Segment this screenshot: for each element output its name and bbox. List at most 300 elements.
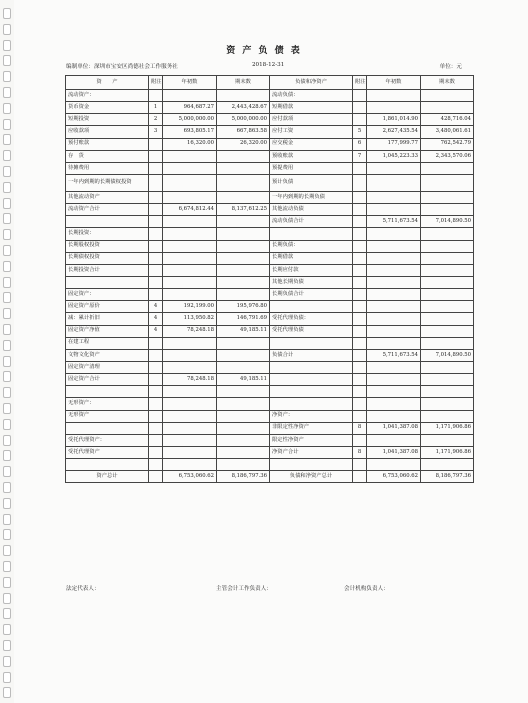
binder-hole [3, 387, 11, 398]
cell-asset: 在建工程 [66, 337, 149, 349]
binder-hole [3, 292, 11, 303]
cell-liability-begin [367, 191, 421, 203]
cell-asset-note [149, 240, 163, 252]
cell-asset-begin: 964,687.27 [163, 102, 217, 114]
cell-asset-note [149, 162, 163, 174]
cell-liability: 限定性净资产 [270, 434, 353, 446]
cell-liability [270, 301, 353, 313]
cell-asset-note [149, 398, 163, 410]
cell-liability-note [353, 162, 367, 174]
binder-hole [3, 150, 11, 161]
cell-asset-note [149, 228, 163, 240]
binder-hole [3, 229, 11, 240]
binder-hole [3, 687, 11, 698]
table-row [66, 150, 474, 162]
cell-liability: 应付款项 [270, 114, 353, 126]
cell-asset-note [149, 191, 163, 203]
cell-asset-end [217, 216, 270, 228]
cell-asset-note: 4 [149, 325, 163, 337]
cell-asset-end [217, 446, 270, 458]
cell-liability-begin: 5,711,673.54 [367, 349, 421, 361]
cell-liability-end [421, 374, 474, 386]
cell-asset-end [217, 276, 270, 288]
table-row [66, 301, 474, 313]
cell-asset: 应收款项 [66, 126, 149, 138]
cell-asset-note [149, 90, 163, 102]
cell-liability-note [353, 313, 367, 325]
cell-liability: 受托代理负债 [270, 325, 353, 337]
cell-liability-begin: 1,045,223.33 [367, 150, 421, 162]
cell-liability: 负债合计 [270, 349, 353, 361]
cell-liability-begin [367, 204, 421, 216]
cell-asset-begin [163, 398, 217, 410]
cell-liability-begin [367, 410, 421, 422]
cell-asset: 存 货 [66, 150, 149, 162]
cell-liability-note [353, 325, 367, 337]
cell-liability [270, 228, 353, 240]
cell-asset-note: 2 [149, 114, 163, 126]
cell-liability-note: 6 [353, 138, 367, 150]
cell-liability-note [353, 276, 367, 288]
cell-asset-begin [163, 361, 217, 373]
cell-liability-note [353, 374, 367, 386]
cell-asset-note [149, 349, 163, 361]
cell-liability-note [353, 204, 367, 216]
binder-hole [3, 71, 11, 82]
cell-liability-begin [367, 313, 421, 325]
cell-asset-note [149, 174, 163, 191]
cell-asset-end: 8,137,612.25 [217, 204, 270, 216]
legal-representative-label: 法定代表人： [66, 586, 100, 592]
cell-asset: 固定资产： [66, 289, 149, 301]
binder-hole [3, 8, 11, 19]
table-row [66, 216, 474, 228]
binder-hole [3, 514, 11, 525]
cell-asset: 长期债权投资 [66, 252, 149, 264]
cell-liability-begin [367, 374, 421, 386]
cell-liability-begin: 1,861,014.90 [367, 114, 421, 126]
cell-liability-begin: 1,041,387.08 [367, 446, 421, 458]
table-row [66, 204, 474, 216]
cell-asset-note [149, 289, 163, 301]
cell-asset-note [149, 459, 163, 471]
table-row [66, 174, 474, 191]
cell-liability: 其他流动负债 [270, 204, 353, 216]
cell-asset [66, 276, 149, 288]
binder-hole [3, 640, 11, 651]
binder-hole [3, 87, 11, 98]
cell-asset-end: 49,185.11 [217, 374, 270, 386]
binder-hole [3, 277, 11, 288]
cell-liability-end [421, 240, 474, 252]
table-row [66, 422, 474, 434]
cell-liability-end [421, 313, 474, 325]
binder-hole [3, 529, 11, 540]
cell-asset-begin [163, 191, 217, 203]
cell-liability-note [353, 240, 367, 252]
cell-liability-note: 7 [353, 150, 367, 162]
cell-liability-note [353, 102, 367, 114]
table-row [66, 410, 474, 422]
cell-asset-begin [163, 240, 217, 252]
cell-asset-note [149, 434, 163, 446]
cell-asset-begin [163, 150, 217, 162]
binder-hole [3, 103, 11, 114]
cell-asset-begin [163, 386, 217, 398]
cell-liability-note [353, 301, 367, 313]
table-row [66, 434, 474, 446]
cell-asset: 一年内到期的长期债权投资 [66, 174, 149, 191]
cell-liability: 应付工资 [270, 126, 353, 138]
cell-liability-note [353, 337, 367, 349]
cell-asset-end: 49,185.11 [217, 325, 270, 337]
cell-asset-begin: 6,674,812.44 [163, 204, 217, 216]
cell-liability [270, 398, 353, 410]
cell-asset: 固定资产净值 [66, 325, 149, 337]
cell-liability-end [421, 228, 474, 240]
cell-liability-end [421, 289, 474, 301]
cell-liability-end [421, 325, 474, 337]
cell-asset-end: 8,186,797.36 [217, 471, 270, 483]
cell-liability-begin: 6,753,060.62 [367, 471, 421, 483]
cell-liability: 一年内到期的长期负债 [270, 191, 353, 203]
cell-asset-begin [163, 446, 217, 458]
cell-asset-begin [163, 174, 217, 191]
cell-asset: 待摊费用 [66, 162, 149, 174]
cell-liability-note: 5 [353, 126, 367, 138]
cell-asset: 长期股权投资 [66, 240, 149, 252]
cell-asset-end: 146,791.69 [217, 313, 270, 325]
cell-liability-end: 1,171,906.86 [421, 446, 474, 458]
cell-liability-note [353, 228, 367, 240]
column-header-asset-note: 附注 [149, 76, 163, 90]
cell-asset-note: 3 [149, 126, 163, 138]
cell-asset-begin: 78,248.18 [163, 325, 217, 337]
binder-hole [3, 656, 11, 667]
balance-sheet-table [65, 75, 474, 483]
cell-liability: 预收账款 [270, 150, 353, 162]
cell-asset-begin: 78,248.18 [163, 374, 217, 386]
binder-hole [3, 182, 11, 193]
cell-asset-begin [163, 337, 217, 349]
cell-asset: 固定资产原价 [66, 301, 149, 313]
table-row [66, 459, 474, 471]
binder-hole [3, 55, 11, 66]
binder-hole [3, 371, 11, 382]
binder-hole [3, 545, 11, 556]
cell-asset-note [149, 216, 163, 228]
cell-liability: 净资产： [270, 410, 353, 422]
cell-liability-begin [367, 459, 421, 471]
table-row [66, 398, 474, 410]
cell-liability-note [353, 410, 367, 422]
cell-liability [270, 337, 353, 349]
cell-asset-note [149, 374, 163, 386]
cell-asset-note: 4 [149, 301, 163, 313]
cell-liability-begin [367, 228, 421, 240]
cell-asset-begin: 192,199.00 [163, 301, 217, 313]
cell-liability-end [421, 264, 474, 276]
binder-hole [3, 213, 11, 224]
cell-asset-note [149, 471, 163, 483]
cell-asset-begin [163, 216, 217, 228]
cell-liability-begin [367, 337, 421, 349]
cell-asset-begin [163, 289, 217, 301]
cell-liability: 长期应付款 [270, 264, 353, 276]
cell-asset-begin: 693,805.17 [163, 126, 217, 138]
cell-liability-end [421, 162, 474, 174]
table-row [66, 289, 474, 301]
cell-asset-note [149, 204, 163, 216]
cell-asset: 无形资产： [66, 398, 149, 410]
cell-liability-end [421, 90, 474, 102]
cell-liability: 长期借款 [270, 252, 353, 264]
cell-liability-end [421, 459, 474, 471]
cell-liability-begin [367, 301, 421, 313]
cell-asset-note [149, 422, 163, 434]
cell-asset-end: 2,443,428.67 [217, 102, 270, 114]
table-row [66, 276, 474, 288]
column-header-liability-note: 附注 [353, 76, 367, 90]
cell-liability-note [353, 459, 367, 471]
cell-asset-note [149, 276, 163, 288]
cell-asset-end [217, 361, 270, 373]
cell-liability: 长期负债： [270, 240, 353, 252]
cell-liability-note: 8 [353, 446, 367, 458]
cell-liability-begin [367, 102, 421, 114]
accounting-head-label: 主管会计工作负责人： [216, 586, 272, 592]
cell-liability-end [421, 276, 474, 288]
cell-liability-begin [367, 162, 421, 174]
cell-liability-note [353, 386, 367, 398]
binder-hole [3, 498, 11, 509]
cell-asset-end [217, 459, 270, 471]
column-header-liability-end: 期末数 [421, 76, 474, 90]
cell-liability-end [421, 361, 474, 373]
accounting-dept-head-label: 会计机构负责人： [344, 586, 389, 592]
table-row [66, 126, 474, 138]
cell-liability-end: 7,014,890.50 [421, 349, 474, 361]
column-header-liability-begin: 年初数 [367, 76, 421, 90]
cell-asset: 流动资产： [66, 90, 149, 102]
cell-asset-end [217, 422, 270, 434]
cell-asset-begin [163, 264, 217, 276]
cell-liability-note [353, 361, 367, 373]
binder-hole [3, 608, 11, 619]
table-row [66, 325, 474, 337]
binder-hole [3, 24, 11, 35]
cell-asset-begin: 16,320.00 [163, 138, 217, 150]
table-row [66, 374, 474, 386]
cell-asset-end [217, 228, 270, 240]
cell-asset-end [217, 174, 270, 191]
cell-liability-end: 428,716.04 [421, 114, 474, 126]
cell-liability: 流动负债： [270, 90, 353, 102]
cell-asset-begin: 113,950.82 [163, 313, 217, 325]
cell-liability [270, 459, 353, 471]
cell-asset-note [149, 252, 163, 264]
cell-liability-note [353, 471, 367, 483]
binder-hole [3, 245, 11, 256]
cell-asset-begin: 5,000,000.00 [163, 114, 217, 126]
binder-hole [3, 466, 11, 477]
cell-asset-note [149, 386, 163, 398]
cell-liability-end [421, 252, 474, 264]
cell-asset-note: 1 [149, 102, 163, 114]
cell-asset: 固定资产合计 [66, 374, 149, 386]
cell-asset-end [217, 240, 270, 252]
cell-liability-end [421, 191, 474, 203]
table-row [66, 361, 474, 373]
cell-asset-end [217, 386, 270, 398]
table-row [66, 471, 474, 483]
cell-asset-end: 26,320.00 [217, 138, 270, 150]
cell-asset: 无形资产 [66, 410, 149, 422]
cell-liability-note: 8 [353, 422, 367, 434]
currency-unit: 单位：元 [439, 64, 462, 70]
cell-asset-end [217, 162, 270, 174]
table-row [66, 240, 474, 252]
cell-liability [270, 361, 353, 373]
cell-asset: 长期投资： [66, 228, 149, 240]
cell-liability-note [353, 216, 367, 228]
cell-liability-begin [367, 398, 421, 410]
binder-hole [3, 324, 11, 335]
binder-hole [3, 624, 11, 635]
cell-asset-end [217, 264, 270, 276]
cell-liability-begin: 5,711,673.54 [367, 216, 421, 228]
cell-liability: 短期借款 [270, 102, 353, 114]
cell-liability-note [353, 434, 367, 446]
cell-liability: 应交税金 [270, 138, 353, 150]
table-row [66, 191, 474, 203]
cell-liability-begin [367, 434, 421, 446]
cell-liability-begin [367, 240, 421, 252]
cell-asset-end [217, 289, 270, 301]
column-header-asset: 资 产 [66, 76, 149, 90]
cell-asset-begin [163, 459, 217, 471]
cell-liability-note [353, 90, 367, 102]
cell-liability [270, 374, 353, 386]
cell-asset-end: 195,976.80 [217, 301, 270, 313]
table-row [66, 162, 474, 174]
cell-liability-note [353, 174, 367, 191]
cell-liability-begin [367, 325, 421, 337]
binder-hole [3, 419, 11, 430]
cell-asset-begin [163, 228, 217, 240]
cell-asset-end [217, 191, 270, 203]
cell-liability-end [421, 337, 474, 349]
binder-hole [3, 403, 11, 414]
cell-liability-end [421, 174, 474, 191]
cell-asset [66, 422, 149, 434]
document-meta [66, 62, 462, 72]
binder-hole [3, 593, 11, 604]
cell-asset-end: 5,000,000.00 [217, 114, 270, 126]
cell-asset-end [217, 434, 270, 446]
report-date: 2018-12-31 [252, 62, 285, 68]
cell-liability-note [353, 349, 367, 361]
cell-liability: 非限定性净资产 [270, 422, 353, 434]
cell-asset-begin [163, 90, 217, 102]
cell-asset-end [217, 337, 270, 349]
cell-liability-end: 7,014,890.50 [421, 216, 474, 228]
cell-asset-note [149, 138, 163, 150]
table-row [66, 349, 474, 361]
table-row [66, 114, 474, 126]
cell-liability-end [421, 102, 474, 114]
table-row [66, 337, 474, 349]
document-title: 资 产 负 债 表 [226, 46, 302, 56]
cell-asset: 固定资产清理 [66, 361, 149, 373]
cell-asset [66, 216, 149, 228]
binder-hole [3, 308, 11, 319]
binder-hole [3, 356, 11, 367]
cell-liability [270, 386, 353, 398]
cell-liability: 其他长期负债 [270, 276, 353, 288]
cell-liability: 长期负债合计 [270, 289, 353, 301]
table-row [66, 446, 474, 458]
cell-asset-note [149, 410, 163, 422]
table-row [66, 386, 474, 398]
table-row [66, 138, 474, 150]
cell-asset: 流动资产合计 [66, 204, 149, 216]
cell-asset: 预付账款 [66, 138, 149, 150]
binder-hole [3, 435, 11, 446]
cell-liability: 预计负债 [270, 174, 353, 191]
cell-asset-note [149, 446, 163, 458]
binder-hole [3, 672, 11, 683]
binder-hole [3, 119, 11, 130]
cell-liability-end: 8,186,797.36 [421, 471, 474, 483]
cell-liability: 净资产合计 [270, 446, 353, 458]
binder-hole [3, 261, 11, 272]
cell-liability-begin [367, 361, 421, 373]
binder-hole [3, 561, 11, 572]
cell-asset: 资产总计 [66, 471, 149, 483]
table-row [66, 252, 474, 264]
cell-asset-note [149, 361, 163, 373]
cell-asset-begin [163, 252, 217, 264]
cell-asset-note [149, 150, 163, 162]
cell-asset-end [217, 252, 270, 264]
cell-asset: 货币资金 [66, 102, 149, 114]
cell-asset: 长期投资合计 [66, 264, 149, 276]
cell-liability-begin [367, 90, 421, 102]
binder-hole [3, 340, 11, 351]
cell-liability-begin [367, 289, 421, 301]
cell-liability-end [421, 386, 474, 398]
binder-hole [3, 198, 11, 209]
binder-hole [3, 166, 11, 177]
cell-asset-begin [163, 276, 217, 288]
cell-asset-end [217, 398, 270, 410]
cell-asset-begin [163, 162, 217, 174]
cell-liability-end [421, 301, 474, 313]
cell-liability-begin: 177,999.77 [367, 138, 421, 150]
cell-liability-begin [367, 252, 421, 264]
cell-asset-begin [163, 422, 217, 434]
cell-liability-begin [367, 276, 421, 288]
cell-asset-note [149, 337, 163, 349]
cell-liability-begin: 2,627,435.54 [367, 126, 421, 138]
cell-asset: 减：累计折旧 [66, 313, 149, 325]
cell-asset-end [217, 90, 270, 102]
cell-asset [66, 459, 149, 471]
cell-liability: 流动负债合计 [270, 216, 353, 228]
binder-holes [0, 0, 14, 703]
cell-liability-end [421, 398, 474, 410]
